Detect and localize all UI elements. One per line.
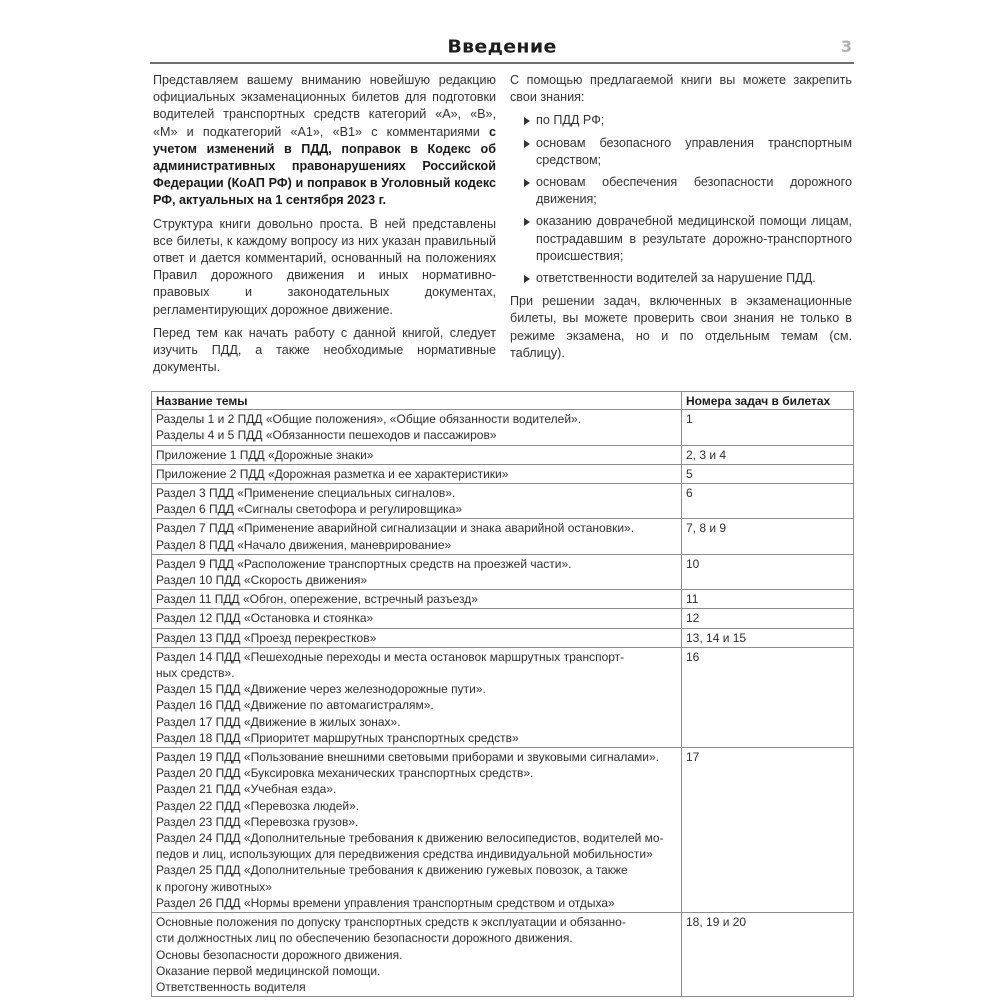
intro-text: Представляем вашему вниманию новейшую редакцию официальных экзаменационных билетов для подготовки водителей транспортных средств категорий «А», «В», «М» и подкатегорий «А1», «В1» с комментариями xyxy=(153,73,496,139)
topic-cell xyxy=(152,628,682,647)
topic-line: Раздел 18 ПДД «Приоритет маршрутных транспортных средств» xyxy=(156,730,519,745)
tasks-cell: 12 xyxy=(682,609,854,628)
list-item-text: основам обеспечения безопасности дорожного движения; xyxy=(536,175,852,207)
triangle-bullet-icon xyxy=(524,179,530,187)
table-body xyxy=(152,410,854,997)
tasks-cell: 17 xyxy=(682,748,854,913)
topic-line: Раздел 21 ПДД «Учебная езда». xyxy=(156,782,337,797)
topic-line: Раздел 23 ПДД «Перевозка грузов». xyxy=(156,814,359,829)
topic-cell xyxy=(152,484,682,519)
table-row xyxy=(152,445,854,464)
intro-paragraph xyxy=(153,72,496,210)
table-row xyxy=(152,464,854,483)
tasks-cell: 16 xyxy=(682,647,854,747)
topic-line: Приложение 2 ПДД «Дорожная разметка и ее характеристики» xyxy=(156,466,509,481)
table-row xyxy=(152,519,854,554)
tasks-cell: 18, 19 и 20 xyxy=(682,913,854,997)
tasks-cell: 7, 8 и 9 xyxy=(682,519,854,554)
topic-line: сти должностных лиц по обеспечению безопасности дорожного движения. xyxy=(156,931,573,946)
table-row xyxy=(152,628,854,647)
topic-cell xyxy=(152,519,682,554)
list-item-text: оказанию доврачебной медицинской помощи лицам, пострадавшим в результате дорожно-транспортного происшествия; xyxy=(536,214,852,263)
tasks-cell: 11 xyxy=(682,590,854,609)
topic-line: Раздел 17 ПДД «Движение в жилых зонах». xyxy=(156,714,401,729)
topic-line: Раздел 25 ПДД «Дополнительные требования к движению гужевых повозок, а также xyxy=(156,863,628,878)
topic-line: Оказание первой медицинской помощи. xyxy=(156,963,381,978)
topic-line: Раздел 8 ПДД «Начало движения, маневрирование» xyxy=(156,537,452,552)
tasks-cell: 13, 14 и 15 xyxy=(682,628,854,647)
page-number: 3 xyxy=(840,37,852,56)
column-header-topic: Название темы xyxy=(152,392,682,410)
page-header xyxy=(150,36,854,64)
table-header-row xyxy=(152,392,854,410)
triangle-bullet-icon xyxy=(524,117,530,125)
tasks-cell: 10 xyxy=(682,554,854,589)
topic-cell xyxy=(152,647,682,747)
intro-bold-text: с учетом изменений в ПДД, поправок в Кодекс об административных правонарушениях Российской Федерации (КоАП РФ) и поправок в Уголовный кодекс РФ, актуальных на 1 сентября 2023 г. xyxy=(153,124,496,208)
topic-line: Разделы 4 и 5 ПДД «Обязанности пешеходов и пассажиров» xyxy=(156,428,497,443)
tasks-cell: 1 xyxy=(682,410,854,445)
topic-line: Раздел 9 ПДД «Расположение транспортных средств на проезжей части». xyxy=(156,556,572,571)
topic-line: педов и лиц, использующих для передвижения средства индивидуальной мобильности» xyxy=(156,847,653,862)
table-row xyxy=(152,609,854,628)
topic-line: Разделы 1 и 2 ПДД «Общие положения», «Общие обязанности водителей». xyxy=(156,412,582,427)
topic-cell xyxy=(152,410,682,445)
topic-line: Раздел 24 ПДД «Дополнительные требования к движению велосипедистов, водителей мо- xyxy=(156,831,664,846)
topic-line: Ответственность водителя xyxy=(156,979,306,994)
table-row xyxy=(152,590,854,609)
topic-cell xyxy=(152,464,682,483)
list-item-text: ответственности водителей за нарушение ПДД. xyxy=(536,271,816,286)
topic-line: Раздел 11 ПДД «Обгон, опережение, встречный разъезд» xyxy=(156,592,478,607)
tasks-cell: 5 xyxy=(682,464,854,483)
topic-line: Раздел 16 ПДД «Движение по автомагистралям». xyxy=(156,698,434,713)
topic-line: Раздел 7 ПДД «Применение аварийной сигнализации и знака аварийной остановки». xyxy=(156,521,635,536)
right-column xyxy=(510,72,852,368)
table-row xyxy=(152,647,854,747)
list-item xyxy=(524,270,852,287)
triangle-bullet-icon xyxy=(524,140,530,148)
topic-line: Раздел 6 ПДД «Сигналы светофора и регулировщика» xyxy=(156,502,463,517)
topic-line: Основы безопасности дорожного движения. xyxy=(156,947,403,962)
topic-cell xyxy=(152,445,682,464)
list-item xyxy=(524,135,852,169)
topic-line: Раздел 15 ПДД «Движение через железнодорожные пути». xyxy=(156,682,486,697)
tasks-cell: 6 xyxy=(682,484,854,519)
topic-line: Основные положения по допуску транспортных средств к эксплуатации и обязанно- xyxy=(156,915,626,930)
list-item xyxy=(524,112,852,129)
before-start-paragraph: Перед тем как начать работу с данной книгой, следует изучить ПДД, а также необходимые нормативные документы. xyxy=(153,325,496,375)
table-row xyxy=(152,748,854,913)
topic-line: Раздел 10 ПДД «Скорость движения» xyxy=(156,573,368,588)
lead-paragraph: С помощью предлагаемой книги вы можете закрепить свои знания: xyxy=(510,73,852,105)
table-row xyxy=(152,410,854,445)
list-item-text: по ПДД РФ; xyxy=(536,113,605,128)
list-item xyxy=(524,174,852,208)
list-item-text: основам безопасного управления транспортным средством; xyxy=(536,135,852,167)
topic-line: Раздел 26 ПДД «Нормы времени управления транспортным средством и отдыха» xyxy=(156,895,615,910)
topic-cell xyxy=(152,913,682,997)
topic-cell xyxy=(152,609,682,628)
topic-cell xyxy=(152,554,682,589)
topic-line: ных средств». xyxy=(156,666,235,681)
topic-line: Раздел 19 ПДД «Пользование внешними световыми приборами и звуковыми сигналами». xyxy=(156,750,659,765)
topic-line: Раздел 22 ПДД «Перевозка людей». xyxy=(156,798,360,813)
topic-line: Раздел 13 ПДД «Проезд перекрестков» xyxy=(156,630,377,645)
knowledge-list xyxy=(510,112,852,287)
topic-line: Приложение 1 ПДД «Дорожные знаки» xyxy=(156,447,374,462)
topic-line: Раздел 20 ПДД «Буксировка механических транспортных средств». xyxy=(156,766,534,781)
table-row xyxy=(152,913,854,997)
list-item xyxy=(524,213,852,265)
structure-paragraph: Структура книги довольно проста. В ней представлены все билеты, к каждому вопросу из них указан правильный ответ и дается комментарий, основанный на положениях Правил дорожного движения и иных нормативно-правовых и законодательных документах, регламентирующих дорожное движение. xyxy=(153,216,496,317)
topic-cell xyxy=(152,748,682,913)
triangle-bullet-icon xyxy=(524,218,530,226)
topic-line: к прогону животных» xyxy=(156,879,272,894)
topic-cell xyxy=(152,590,682,609)
tasks-cell: 2, 3 и 4 xyxy=(682,445,854,464)
chapter-title: Введение xyxy=(447,36,557,58)
topics-table xyxy=(151,391,854,997)
topic-line: Раздел 3 ПДД «Применение специальных сигналов». xyxy=(156,486,456,501)
topic-line: Раздел 14 ПДД «Пешеходные переходы и места остановок маршрутных транспорт- xyxy=(156,649,625,664)
table-row xyxy=(152,484,854,519)
closing-paragraph: При решении задач, включенных в экзаменационные билеты, вы можете проверить свои знания не только в режиме экзамена, но и по отдельным темам (см. таблицу). xyxy=(510,294,852,360)
table-row xyxy=(152,554,854,589)
topic-line: Раздел 12 ПДД «Остановка и стоянка» xyxy=(156,611,374,626)
triangle-bullet-icon xyxy=(524,275,530,283)
column-header-tasks: Номера задач в билетах xyxy=(682,392,854,410)
left-column xyxy=(153,72,496,382)
